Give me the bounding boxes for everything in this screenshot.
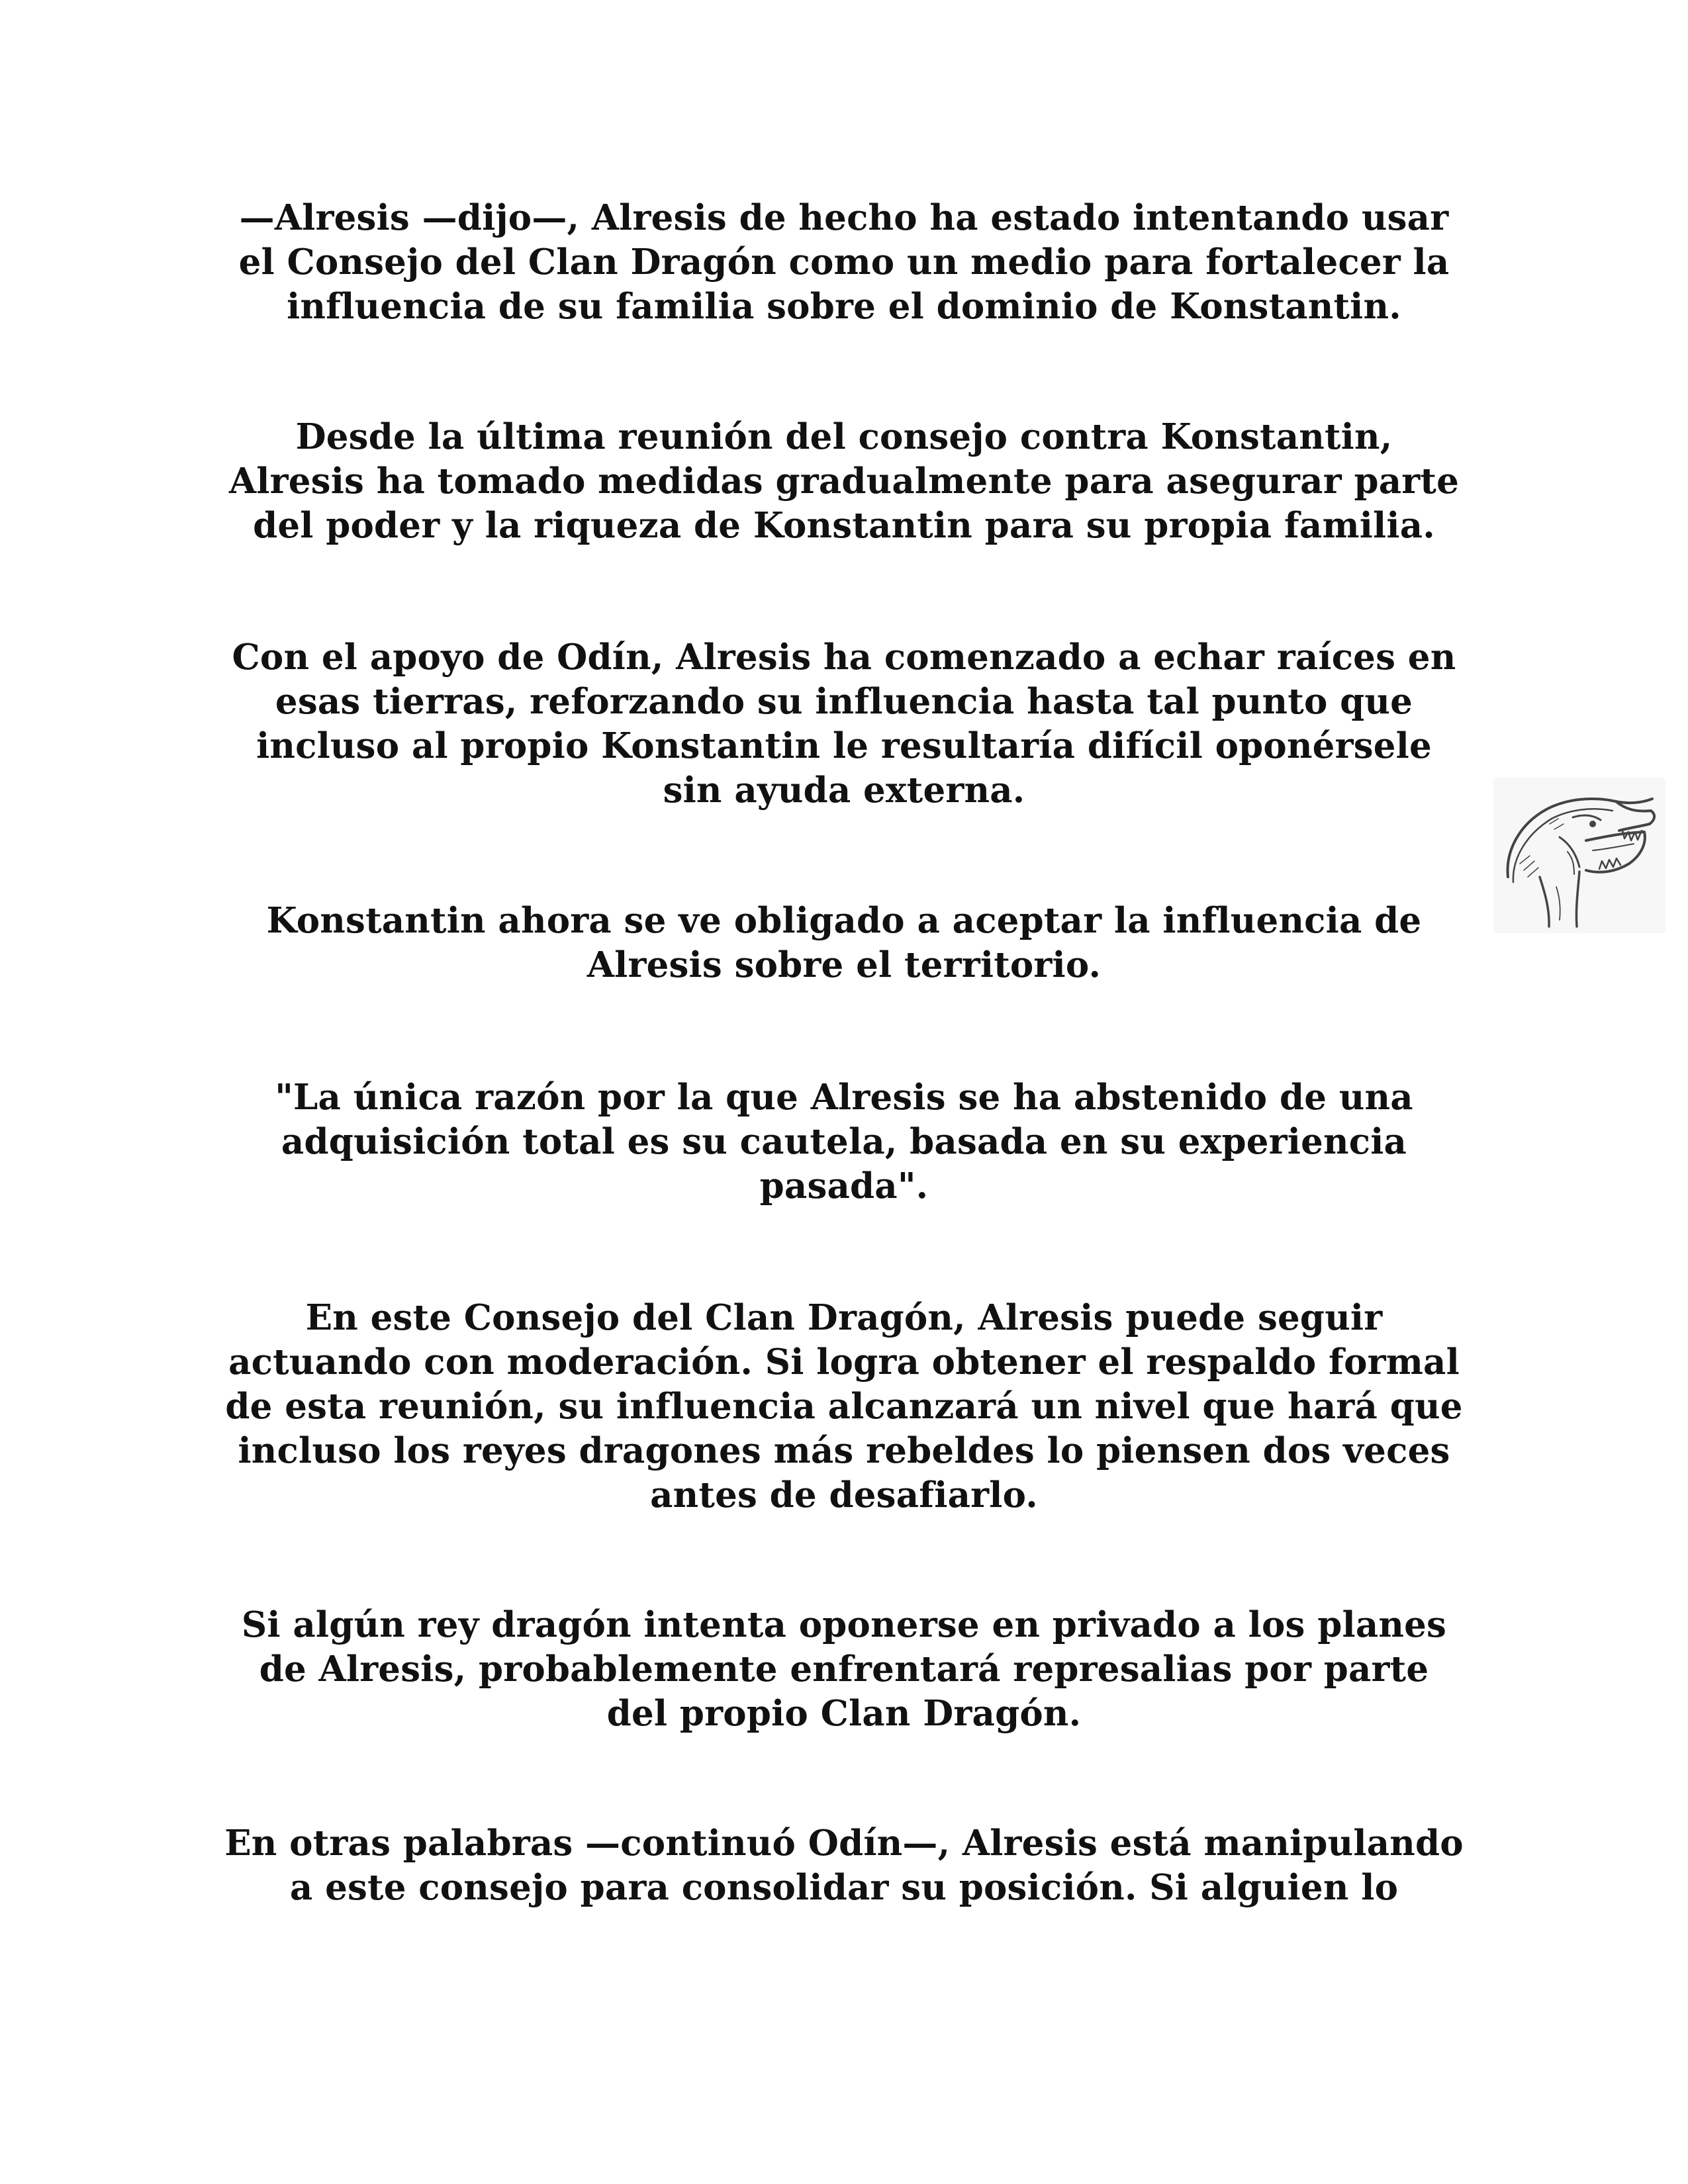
paragraph-5: "La única razón por la que Alresis se ha abstenido de una adquisición total es su cautela, basada en su experiencia pasada".: [275, 1077, 1413, 1206]
paragraph-4: Konstantin ahora se ve obligado a aceptar la influencia de Alresis sobre el territorio.: [266, 900, 1422, 985]
paragraph-3: Con el apoyo de Odín, Alresis ha comenzado a echar raíces en esas tierras, reforzando su influencia hasta tal punto que incluso al propio Konstantin le resultaría difícil oponérsele sin ayuda externa.: [232, 637, 1456, 811]
paragraph-1: —Alresis —dijo—, Alresis de hecho ha estado intentando usar el Consejo del Clan Dragón como un medio para fortalecer la influencia de su familia sobre el dominio de Konstantin.: [238, 197, 1450, 327]
paragraph-6: En este Consejo del Clan Dragón, Alresis puede seguir actuando con moderación. Si logra obtener el respaldo formal de esta reunión, su influencia alcanzará un nivel que hará que incluso los reyes dragones más rebeldes lo piensen dos veces antes de desafiarlo.: [225, 1297, 1463, 1516]
paragraph-2: Desde la última reunión del consejo contra Konstantin, Alresis ha tomado medidas gradualmente para asegurar parte del poder y la riqueza de Konstantin para su propia familia.: [228, 416, 1460, 546]
paragraph-7: Si algún rey dragón intenta oponerse en privado a los planes de Alresis, probablemente enfrentará represalias por parte del propio Clan Dragón.: [241, 1604, 1447, 1734]
dragon-head-sketch-icon: [1493, 778, 1665, 933]
paragraph-8: En otras palabras —continuó Odín—, Alresis está manipulando a este consejo para consolidar su posición. Si alguien lo: [224, 1823, 1464, 1908]
